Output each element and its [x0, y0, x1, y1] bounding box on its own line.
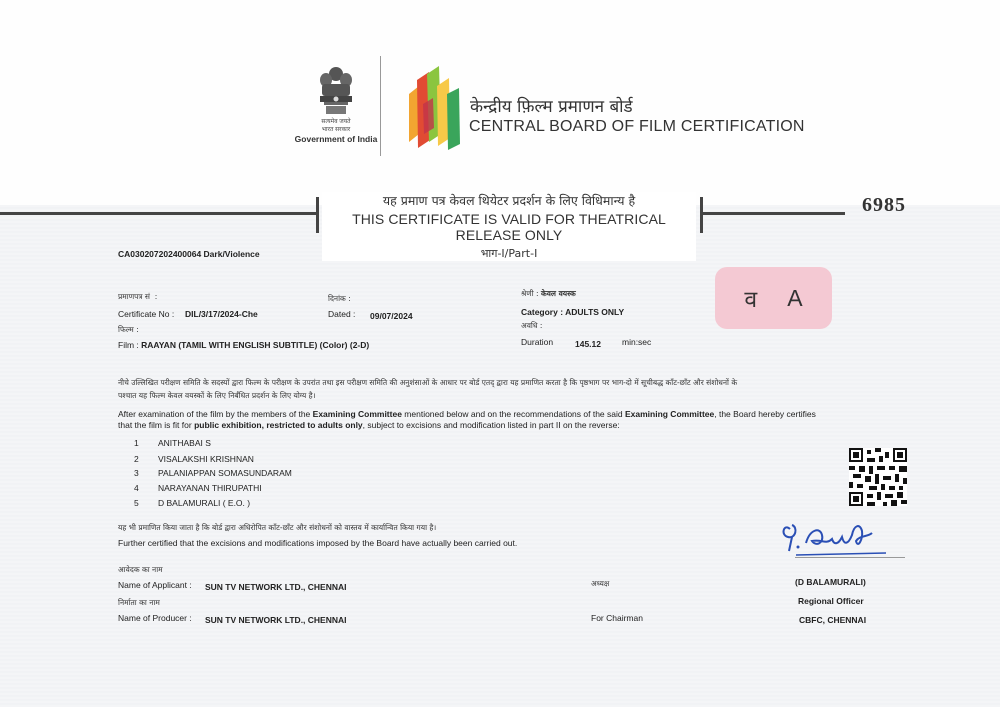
further-english: Further certified that the excisions and modifications imposed by the Board have actually been carried out. [118, 538, 518, 548]
banner-rule-right [702, 212, 845, 215]
validity-banner [322, 192, 696, 261]
lion-capital-icon [316, 64, 356, 116]
cbfc-logo-icon [403, 64, 465, 159]
applicant-label-hindi: आवेदक का नाम [118, 565, 163, 574]
duration-label-hindi: अवधि : [521, 321, 543, 330]
category-row: Category : ADULTS ONLY [521, 307, 625, 317]
committee-member: 3 PALANIAPPAN SOMASUNDARAM [134, 468, 292, 478]
emblem-motto: सत्यमेव जयते [321, 119, 351, 125]
duration-label: Duration [521, 337, 554, 347]
committee-member: 2 VISALAKSHI KRISHNAN [134, 454, 254, 464]
cbfc-name-english: CENTRAL BOARD OF FILM CERTIFICATION [469, 118, 805, 135]
certification-hindi-line1: नीचे उल्लिखित परीक्षण समिति के सदस्यों द्वारा फिल्म के परीक्षण के उपरांत तथा इस परीक्षण समिति की अनुशंसाओं के आधार पर बोर्ड एतद् द्वारा यह प्रमाणित करता है कि पृष्ठभाग पर भाग-दो में सूचीबद्ध काँट-छाँट और संशोधनों के [118, 378, 738, 387]
national-emblem [294, 64, 378, 144]
film-label-hindi: फिल्म : [118, 325, 139, 334]
banner-tick-left [316, 197, 319, 233]
banner-tick-right [700, 197, 703, 233]
certificate-label-hindi: प्रमाणपत्र सं : [118, 292, 158, 301]
duration-unit: min:sec [622, 337, 652, 347]
banner-rule-left [0, 212, 316, 215]
committee-member: 5 D BALAMURALI ( E.O. ) [134, 498, 251, 508]
committee-member: 1 ANITHABAI S [134, 438, 211, 448]
certificate-date: 09/07/2024 [370, 311, 413, 321]
duration-value: 145.12 [575, 339, 601, 349]
further-hindi: यह भी प्रमाणित किया जाता है कि बोर्ड द्वारा अधिरोपित काँट-छाँट और संशोधनों को वास्तव में कार्यान्वित किया गया है। [118, 523, 437, 532]
cbfc-name-hindi: केन्द्रीय फ़िल्म प्रमाणन बोर्ड [470, 97, 633, 117]
certificate-label: Certificate No : [118, 309, 175, 319]
date-label: Dated : [328, 309, 356, 319]
producer-label: Name of Producer : [118, 613, 192, 623]
rating-hindi: व [744, 287, 758, 313]
government-hindi: भारत सरकार [321, 127, 351, 133]
producer-label-hindi: निर्माता का नाम [118, 598, 160, 607]
government-of-india: Government of India [294, 134, 378, 144]
signatory-office: CBFC, CHENNAI [799, 615, 867, 625]
signatory-name: (D BALAMURALI) [795, 577, 866, 587]
producer-name: SUN TV NETWORK LTD., CHENNAI [205, 615, 347, 625]
signature-line [795, 557, 905, 558]
certification-english-line2: that the film is fit for public exhibition, restricted to adults only, subject to excisions and modification listed in part II on the reverse: [118, 420, 620, 430]
rating-badge [715, 267, 832, 329]
for-chairman: For Chairman [591, 613, 643, 623]
chairman-label-hindi: अध्यक्ष [591, 579, 610, 588]
signature-icon [776, 515, 896, 560]
part-label: भाग-I/Part-I [480, 247, 538, 260]
rating-english: A [787, 284, 803, 311]
film-row: Film : RAAYAN (TAMIL WITH ENGLISH SUBTITLE) (Color) (2-D) [118, 340, 370, 350]
certification-english-line1: After examination of the film by the members of the Examining Committee mentioned below and on the recommendations of the said Examining Committee, the Board hereby certifies [118, 409, 816, 419]
certification-hindi-line2: पश्चात यह फिल्म केवल वयस्कों के लिए निर्बंधित प्रदर्शन के लिए योग्य है। [118, 391, 316, 400]
date-label-hindi: दिनांक : [328, 294, 351, 303]
validity-hindi: यह प्रमाण पत्र केवल थियेटर प्रदर्शन के लिए विधिमान्य है [382, 193, 636, 208]
certificate-number: DIL/3/17/2024-Che [185, 309, 258, 319]
category-label-hindi: श्रेणी : केवल वयस्क [521, 289, 576, 298]
reference-code: CA030207202400064 Dark/Violence [118, 249, 260, 259]
applicant-label: Name of Applicant : [118, 580, 192, 590]
header-divider [380, 56, 381, 156]
serial-number: 6985 [862, 194, 906, 216]
applicant-name: SUN TV NETWORK LTD., CHENNAI [205, 582, 347, 592]
qr-code-icon [849, 448, 907, 506]
validity-english: THIS CERTIFICATE IS VALID FOR THEATRICAL RELEASE ONLY [352, 211, 666, 243]
committee-member: 4 NARAYANAN THIRUPATHI [134, 483, 262, 493]
signatory-title: Regional Officer [798, 596, 864, 606]
